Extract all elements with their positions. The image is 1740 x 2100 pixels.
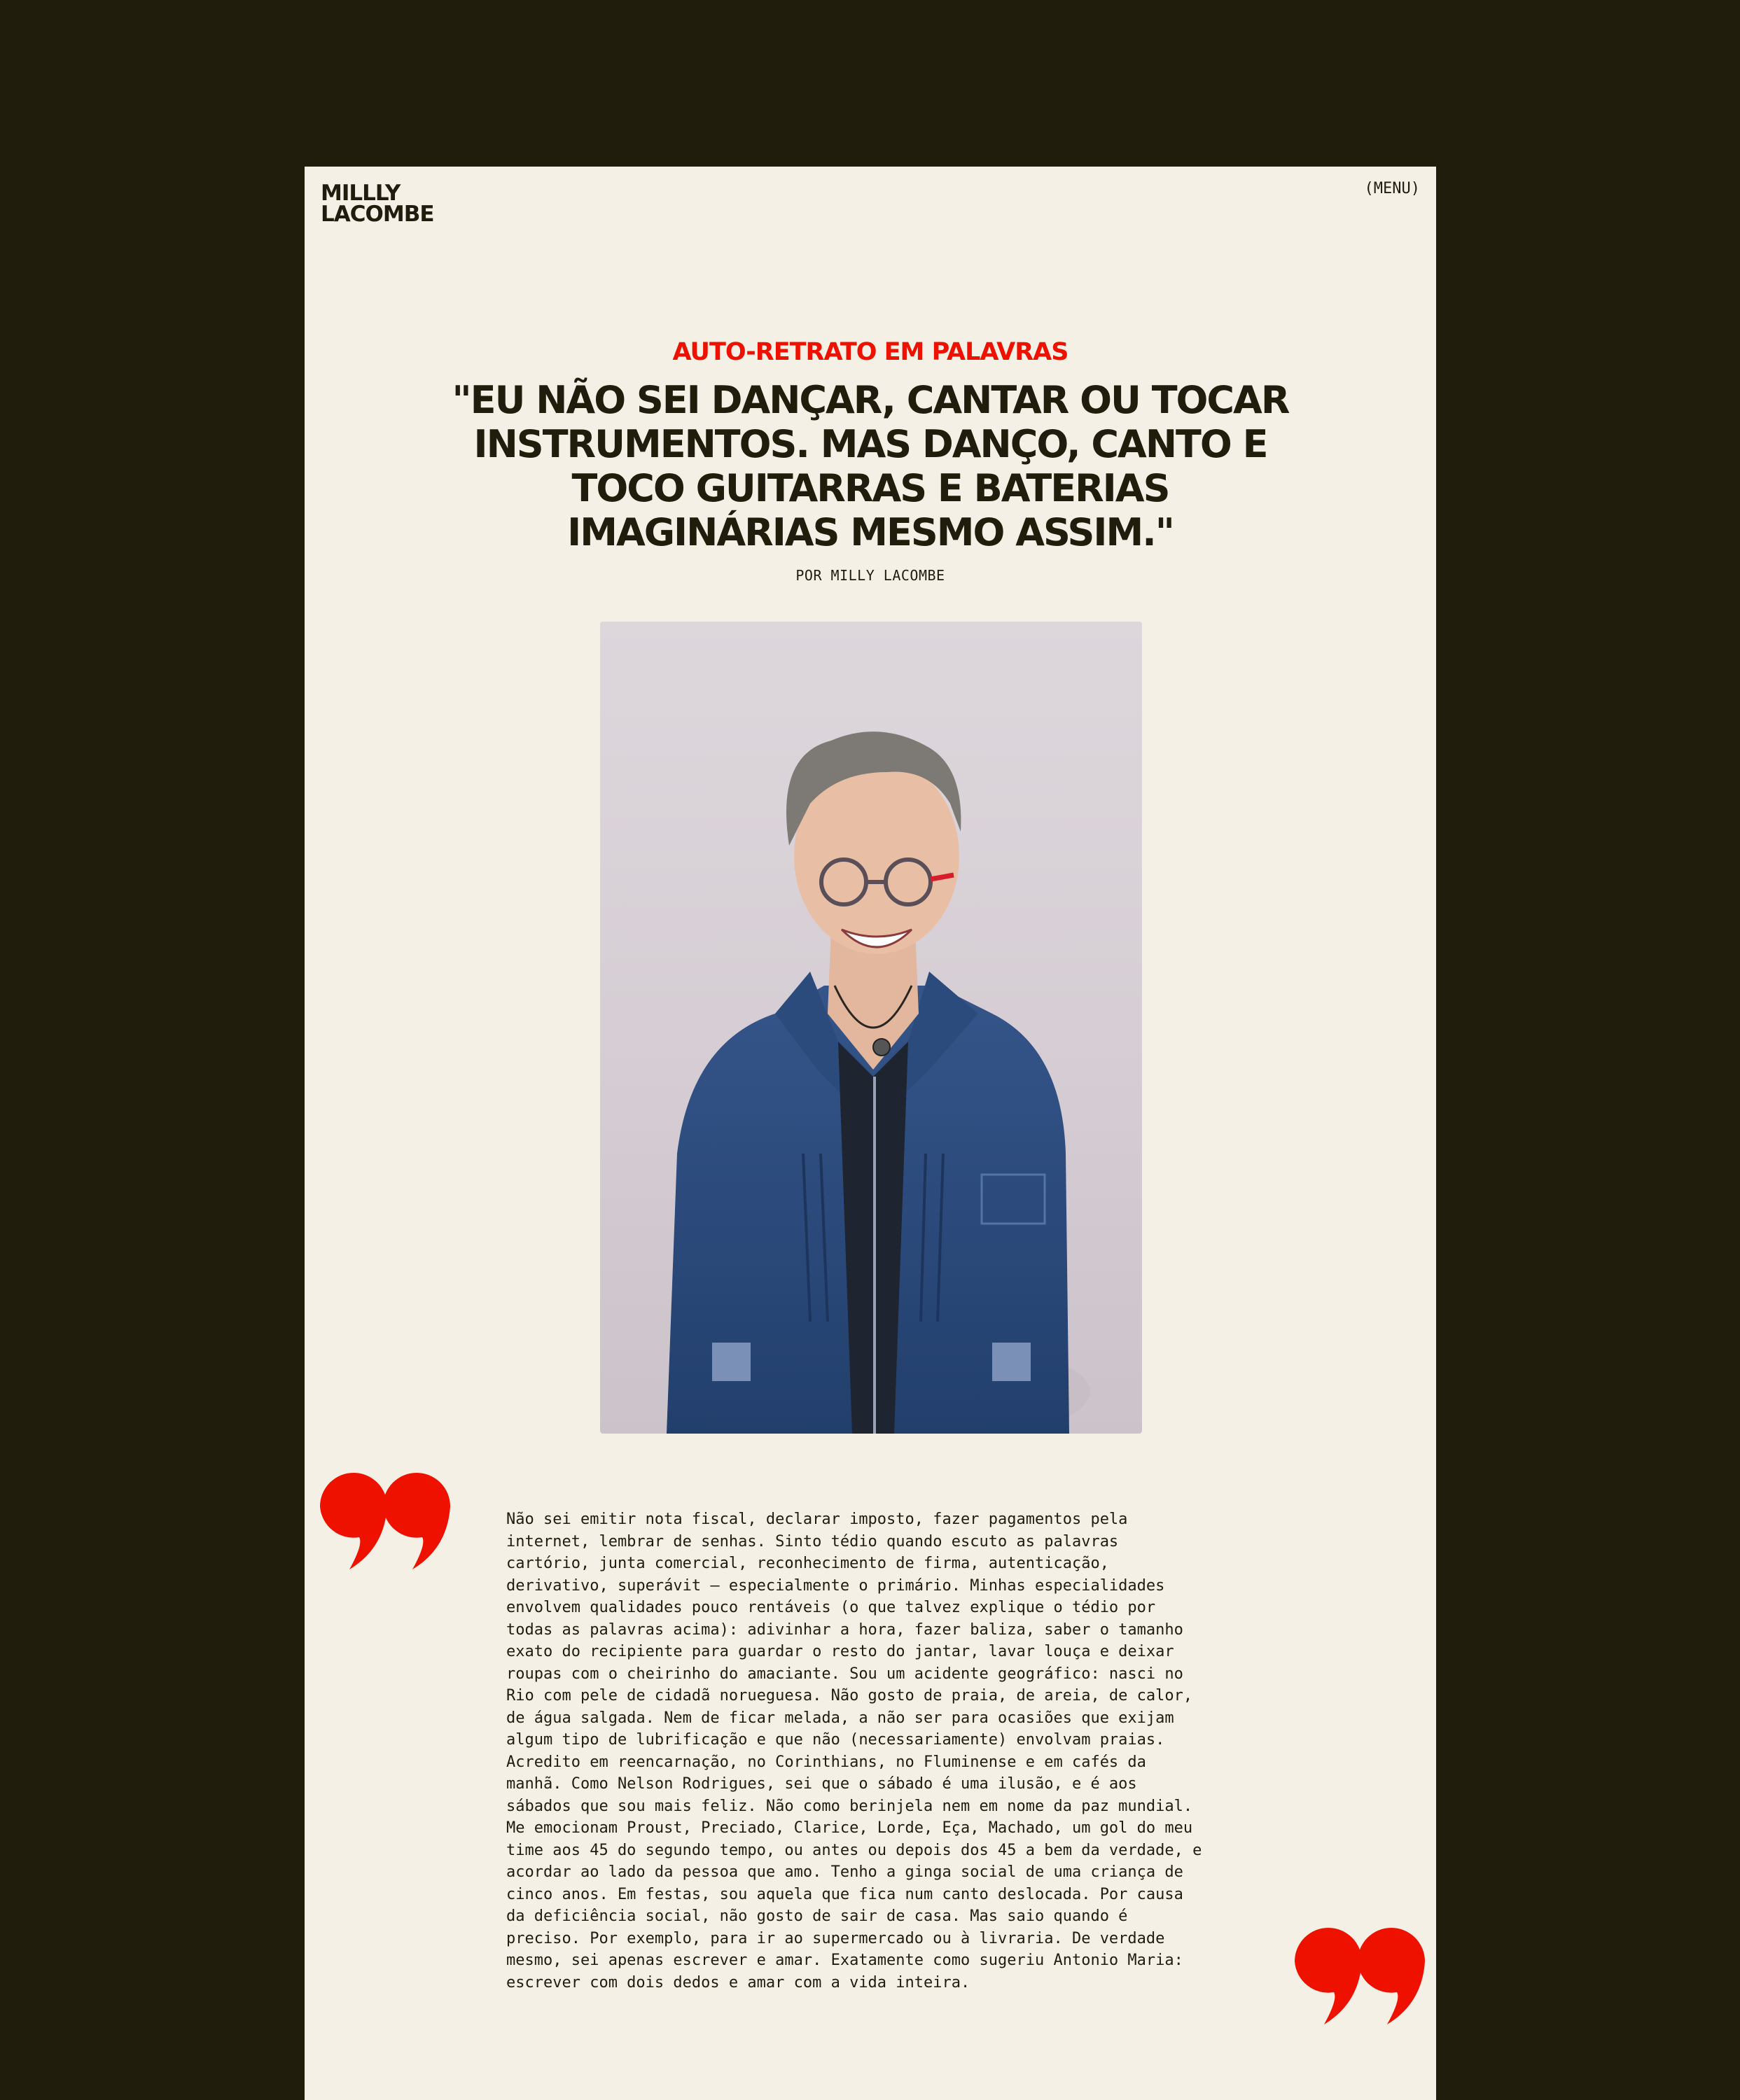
article-byline: POR MILLY LACOMBE: [795, 567, 945, 584]
menu-button[interactable]: (MENU): [1364, 180, 1420, 197]
body-line: escrever com dois dedos e amar com a vida inteira.: [506, 1973, 970, 1991]
portrait-illustration: [600, 622, 1142, 1434]
body-line: todas as palavras acima): adivinhar a hora, fazer baliza, saber o tamanho: [506, 1620, 1183, 1639]
article-page: [305, 167, 1436, 2100]
body-line: time aos 45 do segundo tempo, ou antes ou depois dos 45 a bem da verdade, e: [506, 1841, 1202, 1859]
author-portrait: [600, 622, 1142, 1434]
body-line: preciso. Por exemplo, para ir ao supermercado ou à livraria. De verdade: [506, 1929, 1165, 1947]
body-line: Rio com pele de cidadã norueguesa. Não gosto de praia, de areia, de calor,: [506, 1687, 1193, 1704]
body-line: Não sei emitir nota fiscal, declarar imposto, fazer pagamentos pela: [506, 1511, 1128, 1528]
body-line: exato do recipiente para guardar o resto do jantar, lavar louça e deixar: [506, 1643, 1174, 1660]
logo-line-2: LACOMBE: [321, 202, 434, 227]
logo-line-1: MILLLY: [321, 181, 401, 206]
body-line: algum tipo de lubrificação e que não (necessariamente) envolvam praias.: [506, 1731, 1165, 1749]
article-body: [506, 1508, 1234, 1994]
body-line: mesmo, sei apenas escrever e amar. Exatamente como sugeriu Antonio Maria:: [506, 1952, 1183, 1969]
body-line: internet, lembrar de senhas. Sinto tédio quando escuto as palavras: [506, 1532, 1119, 1550]
body-line: roupas com o cheirinho do amaciante. Sou um acidente geográfico: nasci no: [506, 1665, 1183, 1683]
article-headline: "EU NÃO SEI DANÇAR, CANTAR OU TOCAR INSTRUMENTOS. MAS DANÇO, CANTO E TOCO GUITARRAS E BATERIAS IMAGINÁRIAS MESMO ASSIM.": [452, 378, 1289, 554]
body-line: derivativo, superávit — especialmente o primário. Minhas especialidades: [506, 1576, 1165, 1595]
open-quote-icon: [319, 1471, 452, 1569]
body-line: sábados que sou mais feliz. Não como berinjela nem em nome da paz mundial.: [506, 1797, 1193, 1815]
body-line: cinco anos. Em festas, sou aquela que fica num canto deslocada. Por causa: [506, 1885, 1183, 1903]
body-line: envolvem qualidades pouco rentáveis (o que talvez explique o tédio por: [506, 1599, 1156, 1616]
body-line: da deficiência social, não gosto de sair de casa. Mas saio quando é: [506, 1907, 1128, 1925]
body-line: acordar ao lado da pessoa que amo. Tenho a ginga social de uma criança de: [506, 1863, 1183, 1881]
body-line: manhã. Como Nelson Rodrigues, sei que o sábado é uma ilusão, e é aos: [506, 1775, 1137, 1793]
body-line: cartório, junta comercial, reconhecimento de firma, autenticação,: [506, 1555, 1109, 1572]
site-logo[interactable]: [321, 183, 434, 225]
body-line: Me emocionam Proust, Preciado, Clarice, Lorde, Eça, Machado, um gol do meu: [506, 1819, 1193, 1837]
body-line: de água salgada. Nem de ficar melada, a não ser para ocasiões que exijam: [506, 1709, 1174, 1727]
body-line: Acredito em reencarnação, no Corinthians, no Fluminense e em cafés da: [506, 1753, 1146, 1771]
close-quote-icon: [1293, 1926, 1426, 2024]
article-kicker: AUTO-RETRATO EM PALAVRAS: [672, 338, 1069, 366]
